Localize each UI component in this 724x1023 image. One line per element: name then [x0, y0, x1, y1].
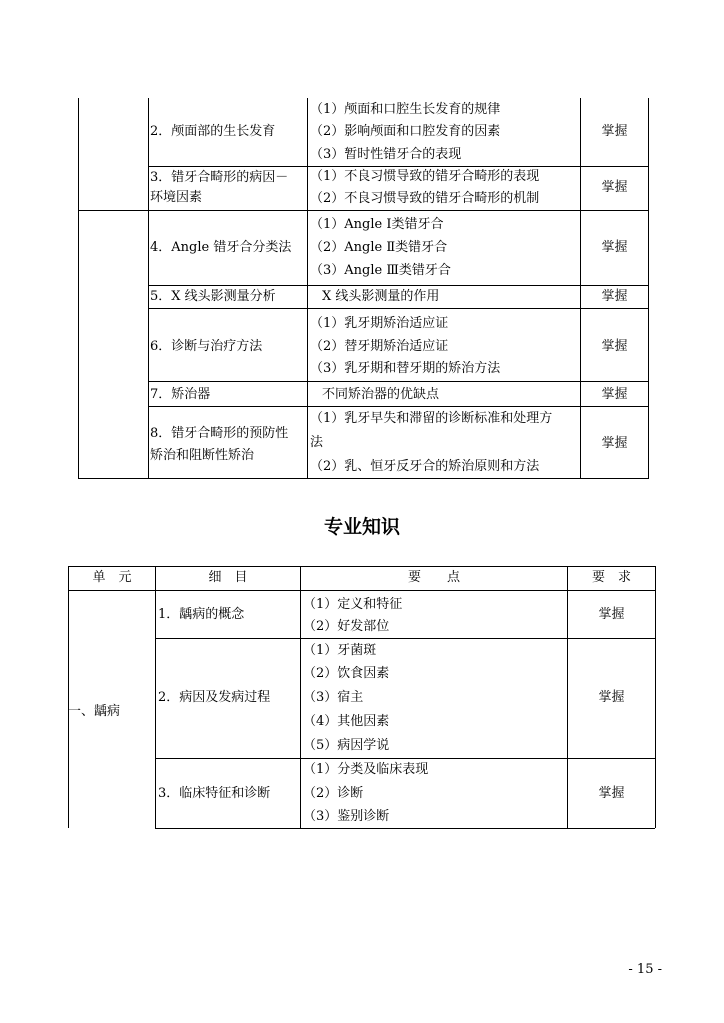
table-border-right [655, 566, 656, 828]
table-column-divider [300, 566, 301, 828]
table-cell-point: （4）其他因素 [303, 714, 390, 729]
table-row-divider [148, 166, 648, 167]
table-cell-subject: 6．诊断与治疗方法 [150, 339, 263, 354]
table-cell-requirement: 掌握 [601, 289, 628, 304]
page-number: - 15 - [628, 962, 662, 977]
table-cell-point: （2）乳、恒牙反牙合的矫治原则和方法 [310, 459, 540, 474]
table-cell-subject: 2．病因及发病过程 [158, 690, 271, 705]
table-cell-requirement: 掌握 [598, 786, 625, 801]
table-cell-requirement: 掌握 [601, 339, 628, 354]
table-column-divider [148, 98, 149, 478]
table-row-divider [155, 758, 655, 759]
table-cell-point: （3）宿主 [303, 690, 364, 705]
table-border-bottom [155, 828, 655, 829]
table-cell-point: （2）诊断 [303, 786, 364, 801]
table-cell-point: （3）鉴别诊断 [303, 809, 390, 824]
table-cell-requirement: 掌握 [601, 180, 628, 195]
table-border-right [648, 98, 649, 478]
table-cell-point: （3）Angle Ⅲ类错牙合 [310, 263, 451, 278]
table-cell-subject: 3．临床特征和诊断 [158, 786, 271, 801]
table-row-divider [148, 308, 648, 309]
table-cell-point: （2）替牙期矫治适应证 [310, 339, 449, 354]
table-border-left [78, 98, 79, 478]
table-cell-point: X 线头影测量的作用 [322, 289, 440, 304]
table-cell-requirement: 掌握 [601, 436, 628, 451]
table-cell-requirement: 掌握 [601, 240, 628, 255]
table-cell-subject: 4．Angle 错牙合分类法 [150, 240, 292, 255]
table-column-divider [580, 98, 581, 478]
table-column-divider [155, 566, 156, 828]
table-cell-point: （2）影响颅面和口腔发育的因素 [310, 124, 501, 139]
table-cell-subject: 7．矫治器 [150, 387, 211, 402]
table-row-divider [148, 406, 648, 407]
table-cell-point: （1）乳牙期矫治适应证 [310, 316, 449, 331]
table-header-requirement: 要 求 [591, 570, 631, 585]
table-cell-subject: 环境因素 [150, 190, 203, 205]
table-cell-point: （3）暂时性错牙合的表现 [310, 147, 462, 162]
table-row-divider [78, 210, 648, 211]
table-cell-point: （1）乳牙早失和滞留的诊断标准和处理方 [310, 411, 553, 426]
table-header-points: 要 点 [407, 570, 460, 585]
table-cell-point: （1）不良习惯导致的错牙合畸形的表现 [310, 169, 540, 184]
table-cell-point: 法 [310, 435, 324, 450]
table-row-divider [148, 381, 648, 382]
section-title: 专业知识 [323, 516, 400, 538]
table-cell-requirement: 掌握 [601, 387, 628, 402]
table-cell-subject: 2．颅面部的生长发育 [150, 124, 276, 139]
table-cell-subject: 5．X 线头影测量分析 [150, 289, 276, 304]
table-cell-subject: 矫治和阻断性矫治 [150, 448, 255, 463]
table-cell-requirement: 掌握 [601, 124, 628, 139]
table-cell-point: （1）牙菌斑 [303, 643, 377, 658]
table-cell-subject: 3．错牙合畸形的病因－ [150, 170, 289, 185]
table-cell-point: （5）病因学说 [303, 738, 390, 753]
table-cell-point: （2）好发部位 [303, 619, 390, 634]
table-cell-requirement: 掌握 [598, 607, 625, 622]
table-border-left [68, 566, 69, 828]
table-cell-subject: 1．龋病的概念 [158, 607, 245, 622]
table-cell-point: （2）饮食因素 [303, 666, 390, 681]
table-header-unit: 单 元 [92, 570, 132, 585]
table-cell-point: （1）Angle Ⅰ类错牙合 [310, 217, 444, 232]
table-cell-point: （2）Angle Ⅱ类错牙合 [310, 240, 448, 255]
table-cell-point: （1）颅面和口腔生长发育的规律 [310, 102, 501, 117]
table-cell-point: （1）定义和特征 [303, 597, 403, 612]
table-row-divider [148, 285, 648, 286]
table-column-divider [307, 98, 308, 478]
table-header-subject: 细 目 [208, 570, 248, 585]
table-cell-point: （3）乳牙期和替牙期的矫治方法 [310, 361, 501, 376]
table-cell-subject: 8．错牙合畸形的预防性 [150, 426, 289, 441]
table-cell-point: 不同矫治器的优缺点 [322, 387, 440, 402]
table-cell-point: （1）分类及临床表现 [303, 762, 429, 777]
table-row-divider [155, 638, 655, 639]
table-border-bottom [78, 478, 649, 479]
table-cell-unit: 一、龋病 [68, 704, 121, 719]
table-cell-point: （2）不良习惯导致的错牙合畸形的机制 [310, 191, 540, 206]
table-cell-requirement: 掌握 [598, 690, 625, 705]
